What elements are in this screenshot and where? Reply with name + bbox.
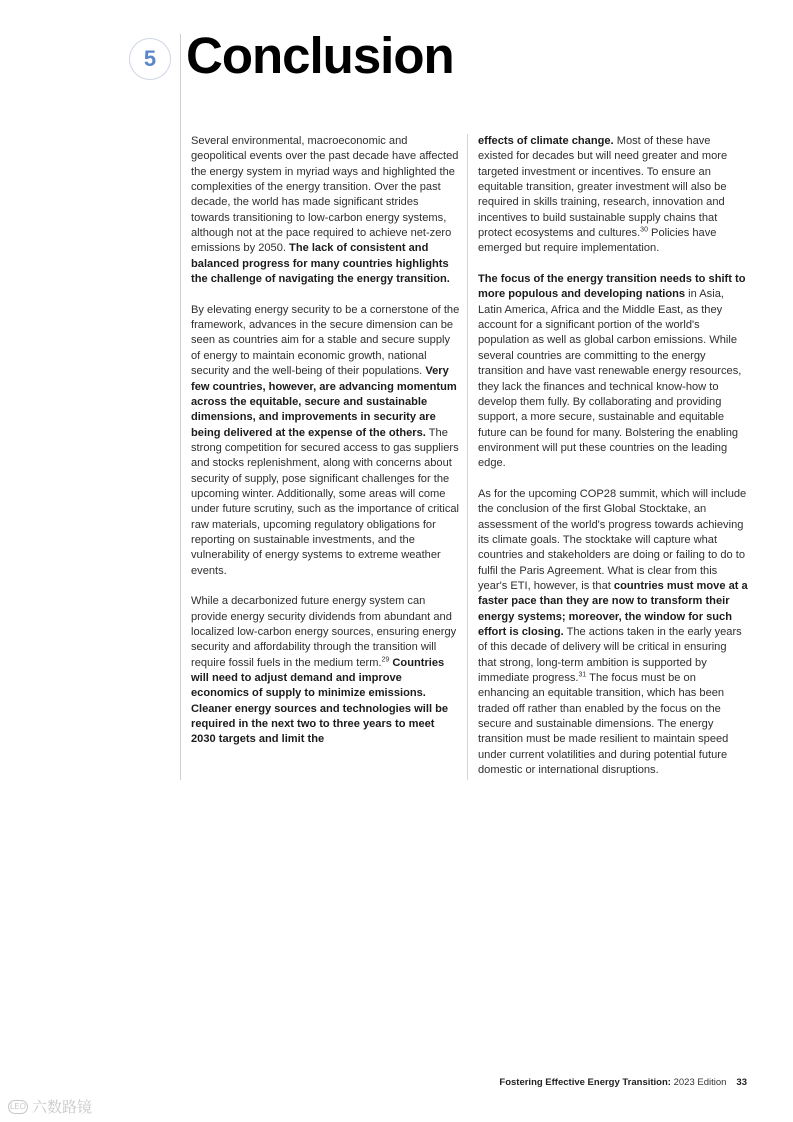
right-text-column — [478, 134, 748, 794]
watermark — [8, 1096, 92, 1117]
watermark-text: 六数路镜 — [32, 1099, 93, 1116]
footnote-ref-31[interactable]: 31 — [578, 671, 587, 679]
right-paragraph-2: The focus of the energy transition needs to shift to more populous and developing nations in Asia, Latin America, Africa and the Middle East, as they account for a significant portion of the world's population as well as global carbon emissions. While several countries are committing to the energy transition and have vast renewable energy resources, they lack the finances and technical know-how to develop them fully. By collaborating and providing support, a more secure, sustainable and equitable future can be found for many. Bolstering the enabling environment will put these countries on the leading edge. — [478, 273, 746, 470]
left-text-column — [191, 134, 460, 763]
footer-report-title: Fostering Effective Energy Transition: — [499, 1077, 671, 1088]
footnote-ref-29[interactable]: 29 — [381, 656, 390, 663]
left-paragraph-3: While a decarbonized future energy system can provide energy security dividends from abundant and localized low-carbon energy sources, ensuring energy security and affordability through the transition will require fossil fuels in the medium term.$^{29}$ Countries will need to adjust demand and improve economics of supply to minimize emissions. Cleaner energy sources and technologies will be required in the next two to three years to meet 2030 targets and limit the — [191, 595, 457, 746]
footer-edition: 2023 Edition — [670, 1077, 727, 1088]
left-paragraph-2: By elevating energy security to be a cornerstone of the framework, advances in the secure dimension can be seen as countries aim for a stable and secure supply of energy to maintain economic growth, national security and the well-being of their populations. Very few countries, however, are advancing momentum across the equitable, secure and sustainable dimensions, and improvements in security are being delivered at the expense of the others. The strong competition for secured access to gas suppliers and stocks replenishment, along with concerns about security of supply, pose significant challenges for the upcoming winter. Additionally, some areas will come under future scrutiny, such as the importance of critical raw materials, upcoming regulatory obligations for reporting on sustainable investments, and the vulnerability of energy systems to extreme weather events. — [191, 303, 460, 577]
column-divider — [467, 134, 468, 780]
chapter-number-badge: 5 — [129, 38, 171, 80]
right-paragraph-1: effects of climate change. Most of these have existed for decades but will need greater and more targeted investment or incentives. To ensure an equitable transition, greater investment will also be required in skills training, research, innovation and incentives to build sustainable supply chains that protect ecosystems and cultures.$^{30}$ Policies have emerged but require implementation. — [478, 135, 728, 255]
header-divider — [180, 34, 181, 780]
left-paragraph-1: Several environmental, macroeconomic and geopolitical events over the past decade have affected the energy system in myriad ways and highlighted the complexities of the energy transition. Over the past decade, the world has made significant strides towards transitioning to low-carbon energy systems, although not at the pace required to achieve net-zero emissions by 2050. The lack of consistent and balanced progress for many countries highlights the challenge of navigating the energy transition. — [191, 135, 459, 286]
footnote-ref-30[interactable]: 30 — [640, 226, 648, 234]
right-paragraph-3: As for the upcoming COP28 summit, which will include the conclusion of the first Global Stocktake, an assessment of the world's progress towards achieving its climate goals. The stocktake will capture what countries and stakeholders are doing or failing to do to fulfil the Paris Agreement. What is clear from this year's ETI, however, is that countries must move at a faster pace than they are now to transform their energy systems; moreover, the window for such effort is closing. The actions taken in the early years of this decade of delivery will be critical in ensuring that strong, long-term ambition is supported by immediate progress.$^{31}$ The focus must be on enhancing an equitable transition, which has been traded off rather than enabled by the focus on the secure and sustainable dimensions. The energy transition must be made resilient to maintain speed under current volatilities and during potential future domestic or international disruptions. — [478, 487, 748, 777]
watermark-logo-icon: LEO — [8, 1100, 28, 1114]
page-number: 33 — [736, 1077, 747, 1088]
page-footer — [499, 1077, 747, 1088]
page-title: Conclusion — [186, 27, 454, 84]
